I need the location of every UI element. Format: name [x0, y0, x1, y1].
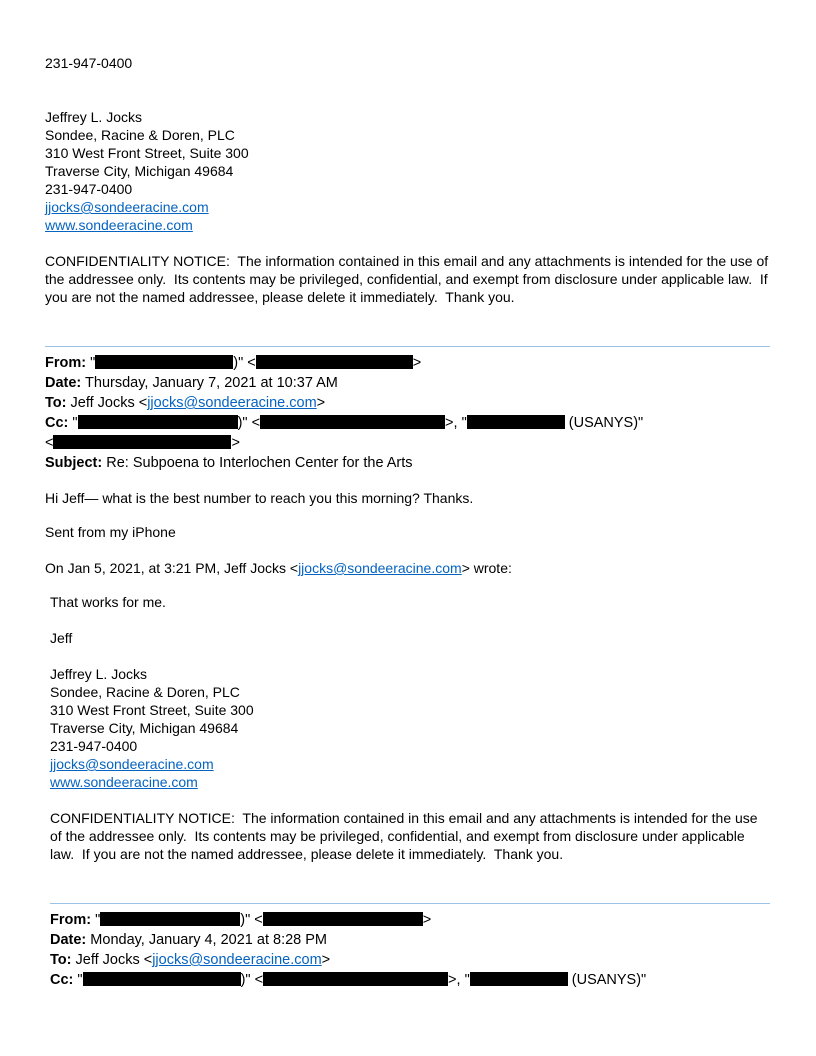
text-fragment: < [45, 435, 54, 451]
email1-cc-line [45, 413, 770, 433]
redaction-bar [470, 972, 568, 986]
signature-city: Traverse City, Michigan 49684 [50, 720, 239, 736]
text-fragment: (USANYS)" [567, 972, 647, 988]
text-fragment: >, " [448, 972, 470, 988]
text-fragment: " [90, 355, 96, 371]
signature-phone: 231-947-0400 [50, 738, 138, 754]
to-label: To: [45, 395, 67, 411]
top-phone: 231-947-0400 [45, 55, 133, 71]
to-name: Jeff Jocks < [70, 395, 148, 411]
quote-intro-pre: On Jan 5, 2021, at 3:21 PM, Jeff Jocks < [45, 560, 299, 576]
to-name: Jeff Jocks < [75, 952, 153, 968]
quoted-message [50, 593, 770, 990]
text-fragment: >, " [445, 415, 467, 431]
text-fragment: > [412, 355, 422, 371]
redaction-bar [260, 415, 445, 429]
to-label: To: [50, 952, 72, 968]
from-label: From: [50, 912, 92, 928]
signature-block [45, 108, 770, 234]
signature-website-link[interactable]: www.sondeeracine.com [45, 217, 193, 233]
redaction-bar [100, 912, 240, 926]
sent-from-iphone: Sent from my iPhone [45, 524, 176, 540]
redaction-bar [467, 415, 565, 429]
email2-header [50, 903, 770, 990]
email1-cc-line-2 [45, 433, 770, 453]
email1-from-line [45, 353, 770, 373]
quoted-signoff: Jeff [50, 630, 73, 646]
text-fragment: )" < [237, 415, 261, 431]
cc-label: Cc: [50, 972, 74, 988]
text-fragment: > [231, 435, 240, 451]
signature-firm: Sondee, Racine & Doren, PLC [45, 127, 235, 143]
text-fragment: > [422, 912, 432, 928]
redaction-bar [263, 912, 423, 926]
email2-from-line [50, 910, 770, 930]
date-value: Thursday, January 7, 2021 at 10:37 AM [85, 375, 338, 391]
signature-street: 310 West Front Street, Suite 300 [50, 702, 254, 718]
email2-to-line [50, 950, 770, 970]
text-fragment: )" < [233, 355, 256, 371]
redaction-bar [83, 972, 241, 986]
email1-body-greeting: Hi Jeff— what is the best number to reach you this morning? Thanks. [45, 490, 474, 506]
confidentiality-notice: CONFIDENTIALITY NOTICE: The information contained in this email and any attachments is intended for the use of the addressee only. Its contents may be privileged, confidential, and exempt from disclosure under applicable law. If you are not the named addressee, please delete it immediately. Thank you. [45, 253, 773, 305]
quote-intro-email-link[interactable]: jjocks@sondeeracine.com [298, 560, 462, 576]
quoted-reply-line: That works for me. [50, 594, 166, 610]
from-label: From: [45, 355, 87, 371]
redaction-bar [78, 415, 238, 429]
to-email-link[interactable]: jjocks@sondeeracine.com [147, 395, 317, 411]
text-fragment: " [95, 912, 101, 928]
to-email-link[interactable]: jjocks@sondeeracine.com [152, 952, 322, 968]
signature-email-link[interactable]: jjocks@sondeeracine.com [45, 199, 209, 215]
date-label: Date: [45, 375, 82, 391]
signature-phone: 231-947-0400 [45, 181, 133, 197]
redaction-bar [53, 435, 231, 449]
signature-name: Jeffrey L. Jocks [45, 109, 143, 125]
email2-cc-line [50, 970, 770, 990]
date-label: Date: [50, 932, 87, 948]
email2-date-line [50, 930, 770, 950]
text-fragment: )" < [240, 912, 263, 928]
text-fragment: > [321, 952, 331, 968]
date-value: Monday, January 4, 2021 at 8:28 PM [90, 932, 328, 948]
signature-city: Traverse City, Michigan 49684 [45, 163, 234, 179]
redaction-bar [263, 972, 448, 986]
email1-to-line [45, 393, 770, 413]
email1-subject-line [45, 453, 770, 473]
signature-firm: Sondee, Racine & Doren, PLC [50, 684, 240, 700]
text-fragment: " [77, 972, 83, 988]
text-fragment: > [316, 395, 326, 411]
quote-intro-post: > wrote: [461, 560, 512, 576]
email1-date-line [45, 373, 770, 393]
redaction-bar [95, 355, 233, 369]
text-fragment: " [72, 415, 78, 431]
text-fragment: (USANYS)" [564, 415, 644, 431]
subject-value: Re: Subpoena to Interlochen Center for the Arts [106, 455, 413, 471]
signature-email-link[interactable]: jjocks@sondeeracine.com [50, 756, 214, 772]
cc-label: Cc: [45, 415, 69, 431]
email1-header [45, 346, 770, 473]
quote-intro-line [45, 559, 770, 577]
signature-street: 310 West Front Street, Suite 300 [45, 145, 249, 161]
signature-name: Jeffrey L. Jocks [50, 666, 148, 682]
quoted-confidentiality-notice: CONFIDENTIALITY NOTICE: The information contained in this email and any attachments is intended for the use of the addressee only. Its contents may be privileged, confidential, and exempt from disclosure under applicable law. If you are not the named addressee, please delete it immediately. Thank you. [50, 810, 762, 862]
subject-label: Subject: [45, 455, 103, 471]
signature-website-link[interactable]: www.sondeeracine.com [50, 774, 198, 790]
redaction-bar [256, 355, 413, 369]
text-fragment: )" < [240, 972, 264, 988]
quoted-signature-block [50, 665, 770, 791]
